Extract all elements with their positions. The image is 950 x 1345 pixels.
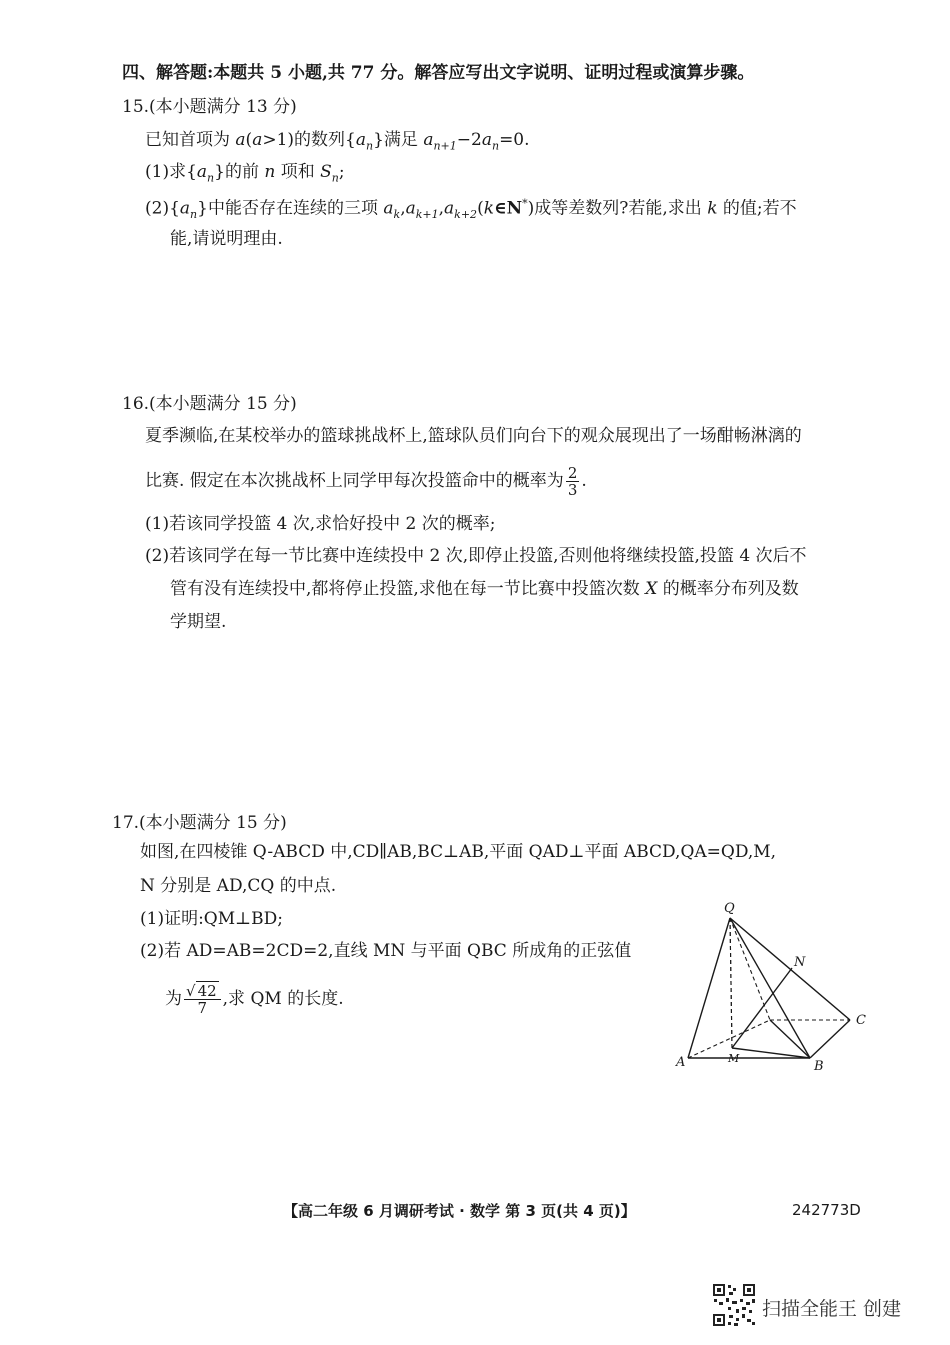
q16-probability-fraction: $\frac{2}{3}$ bbox=[567, 464, 578, 499]
q15-part1: (1)求$\{a_n\}$的前 n 项和 $S_n$; bbox=[145, 162, 345, 185]
edge-QB bbox=[730, 918, 810, 1058]
segment-MN bbox=[732, 968, 792, 1048]
edge-QD-hidden bbox=[730, 918, 770, 1020]
page-footer: 【高二年级 6 月调研考试 · 数学 第 3 页(共 4 页)】 bbox=[283, 1202, 636, 1220]
q16-stem-line1: 夏季濒临,在某校举办的篮球挑战杯上,篮球队员们向台下的观众展现出了一场酣畅淋漓的 bbox=[145, 426, 802, 446]
label-A: A bbox=[676, 1055, 686, 1070]
edge-BC bbox=[810, 1020, 850, 1058]
q16-part1: (1)若该同学投篮 4 次,求恰好投中 2 次的概率; bbox=[145, 514, 496, 534]
q17-stem-line2: N 分别是 AD,CQ 的中点. bbox=[140, 876, 337, 896]
edge-QC bbox=[730, 918, 850, 1020]
section-heading: 四、解答题:本题共 5 小题,共 77 分。解答应写出文字说明、证明过程或演算步骤。 bbox=[122, 63, 755, 83]
q17-sine-fraction: $\frac{√ 42}{7}$ bbox=[184, 983, 221, 1016]
q16-part2-line1: (2)若该同学在每一节比赛中连续投中 2 次,即停止投篮,否则他将继续投篮,投篮 4 次后不 bbox=[145, 546, 807, 566]
q15-stem: 已知首项为 a(a>1)的数列$\{a_n\}$满足 $a_{n+1}-2a_n=0$. bbox=[145, 130, 530, 153]
q16-part2-line2: 管有没有连续投中,都将停止投篮,求他在每一节比赛中投篮次数 X 的概率分布列及数 bbox=[170, 579, 799, 599]
q17-stem-line1: 如图,在四棱锥 Q-ABCD 中,CD∥AB,BC⊥AB,平面 QAD⊥平面 ABCD,QA=QD,M, bbox=[140, 842, 777, 862]
label-N: N bbox=[794, 955, 806, 970]
label-B: B bbox=[814, 1059, 824, 1074]
exam-code: 242773D bbox=[792, 1201, 861, 1219]
label-M: M bbox=[728, 1052, 740, 1065]
q17-part2-line2: 为 $\frac{√ 42}{7}$ ,求 QM 的长度. bbox=[165, 982, 344, 1017]
pyramid-figure bbox=[670, 900, 880, 1080]
q15-part2-line2: 能,请说明理由. bbox=[170, 229, 283, 249]
edge-QA bbox=[688, 918, 730, 1058]
label-Q: Q bbox=[724, 901, 735, 916]
qr-code-icon bbox=[712, 1283, 756, 1327]
q16-header: 16.(本小题满分 15 分) bbox=[122, 394, 297, 414]
segment-MB bbox=[732, 1048, 810, 1058]
q16-stem-line2: 比赛. 假定在本次挑战杯上同学甲每次投篮命中的概率为 $\frac{2}{3}$ . bbox=[145, 464, 587, 499]
q17-header: 17.(本小题满分 15 分) bbox=[112, 813, 287, 833]
q16-part2-line3: 学期望. bbox=[170, 612, 227, 632]
q15-header: 15.(本小题满分 13 分) bbox=[122, 97, 297, 117]
segment-QM-dash2 bbox=[730, 918, 732, 1048]
label-C: C bbox=[856, 1013, 866, 1028]
scanner-watermark-text: 扫描全能王 创建 bbox=[762, 1298, 902, 1320]
segment-DB bbox=[770, 1020, 810, 1058]
q17-part1: (1)证明:QM⊥BD; bbox=[140, 909, 283, 929]
q17-part2-line1: (2)若 AD=AB=2CD=2,直线 MN 与平面 QBC 所成角的正弦值 bbox=[140, 941, 632, 961]
q15-part2: $(2)\{a_n\}$中能否存在连续的三项 $a_k,a_{k+1},a_{k+2}(k\in N^*)$成等差数列?若能,求出 k 的值;若不 bbox=[145, 197, 797, 222]
